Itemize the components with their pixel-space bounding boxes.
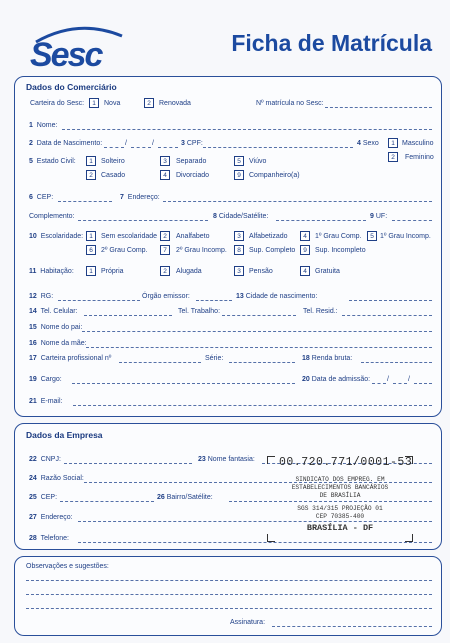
esc-4-label: 1º Grau Comp.	[315, 233, 362, 240]
stamp-line5: CEP 70385-400	[315, 513, 365, 520]
checkbox-esc-8[interactable]: 8	[234, 245, 244, 255]
cargo-field[interactable]	[72, 383, 295, 384]
uf-field[interactable]	[392, 220, 432, 221]
hab-4-label: Gratuita	[315, 268, 340, 275]
cpf-field[interactable]	[203, 147, 353, 148]
uf-label: UF:	[375, 213, 388, 220]
tel-trabalho-label: Tel. Trabalho:	[178, 308, 221, 315]
stamp-line4: SGS 314/315 PROJEÇÃO 01	[297, 505, 383, 512]
comerciario-section	[14, 76, 442, 417]
complemento-field[interactable]	[78, 220, 208, 221]
separado-label: Separado	[176, 158, 207, 165]
complemento-label: Complemento:	[29, 213, 75, 220]
observacoes-line-3[interactable]	[26, 608, 432, 609]
stamp-line2: ESTABELECIMENTOS BANCÁRIOS	[291, 484, 389, 491]
empresa-cep-field[interactable]	[60, 501, 154, 502]
checkbox-hab-2[interactable]: 2	[160, 266, 170, 276]
cpf-label: CPF:	[186, 140, 203, 147]
cidade-field[interactable]	[276, 220, 366, 221]
checkbox-solteiro[interactable]: 1	[86, 156, 96, 166]
esc-1-label: Sem escolaridade	[101, 233, 158, 240]
checkbox-esc-2[interactable]: 2	[160, 231, 170, 241]
checkbox-esc-7[interactable]: 7	[160, 245, 170, 255]
mae-label: Nome da mãe:	[40, 340, 87, 347]
checkbox-esc-5[interactable]: 5	[367, 231, 377, 241]
page-title: Ficha de Matrícula	[231, 30, 432, 56]
checkbox-esc-9[interactable]: 9	[300, 245, 310, 255]
admissao-year-field[interactable]	[414, 383, 432, 384]
assinatura-label: Assinatura:	[230, 619, 266, 626]
rg-label: RG:	[40, 293, 54, 300]
checkbox-renovada[interactable]: 2	[144, 98, 154, 108]
cidade-nasc-label: Cidade de nascimento:	[245, 293, 318, 300]
admissao-label: Data de admissão:	[311, 376, 371, 383]
carteira-prof-field[interactable]	[119, 362, 201, 363]
esc-2-label: Analfabeto	[176, 233, 210, 240]
cnpj-label: CNPJ:	[40, 456, 61, 463]
esc-7-label: 2º Grau Incomp.	[176, 247, 227, 254]
observacoes-line-1[interactable]	[26, 580, 432, 581]
nome-label: Nome:	[36, 122, 58, 129]
renda-label: Renda bruta:	[311, 355, 353, 362]
cargo-label: Cargo:	[40, 376, 62, 383]
cidade-nasc-field[interactable]	[349, 300, 432, 301]
orgao-label: Órgão emissor:	[142, 293, 190, 300]
tel-resid-label: Tel. Resid.:	[303, 308, 338, 315]
esc-3-label: Alfabetizado	[249, 233, 288, 240]
empresa-title: Dados da Empresa	[26, 430, 103, 440]
renda-field[interactable]	[361, 362, 432, 363]
company-stamp	[265, 454, 415, 544]
email-label: E-mail:	[40, 398, 63, 405]
checkbox-hab-1[interactable]: 1	[86, 266, 96, 276]
stamp-line3: DE BRASÍLIA	[319, 492, 361, 499]
empresa-telefone-label: Telefone:	[40, 535, 69, 542]
mae-field[interactable]	[86, 347, 432, 348]
tel-celular-field[interactable]	[84, 315, 172, 316]
serie-label: Série:	[205, 355, 224, 362]
esc-6-label: 2º Grau Comp.	[101, 247, 148, 254]
checkbox-feminino[interactable]: 2	[388, 152, 398, 162]
esc-5-label: 1º Grau Incomp.	[380, 233, 431, 240]
endereco-field[interactable]	[163, 201, 432, 202]
escolaridade-label: Escolaridade:	[40, 233, 84, 240]
rg-field[interactable]	[58, 300, 140, 301]
checkbox-esc-3[interactable]: 3	[234, 231, 244, 241]
carteira-label: Carteira do Sesc:	[30, 100, 85, 107]
checkbox-esc-1[interactable]: 1	[86, 231, 96, 241]
hab-1-label: Própria	[101, 268, 124, 275]
observacoes-line-2[interactable]	[26, 594, 432, 595]
sesc-logo	[30, 22, 126, 72]
email-field[interactable]	[73, 405, 432, 406]
tel-resid-field[interactable]	[342, 315, 432, 316]
stamp-number: 00.720.771/0001-53	[279, 456, 413, 469]
checkbox-viuvo[interactable]: 5	[234, 156, 244, 166]
matricula-label: Nº matrícula no Sesc:	[256, 100, 324, 107]
orgao-field[interactable]	[196, 300, 232, 301]
checkbox-esc-6[interactable]: 6	[86, 245, 96, 255]
renovada-label: Renovada	[159, 100, 191, 107]
admissao-day-field[interactable]	[372, 383, 386, 384]
estado-civil-label: Estado Civil:	[36, 158, 76, 165]
solteiro-label: Solteiro	[101, 158, 125, 165]
checkbox-nova[interactable]: 1	[89, 98, 99, 108]
hab-3-label: Pensão	[249, 268, 273, 275]
companheiro-label: Companheiro(a)	[249, 172, 300, 179]
endereco-label: Endereço:	[127, 194, 160, 201]
nascimento-label: Data de Nascimento:	[36, 140, 103, 147]
admissao-month-field[interactable]	[393, 383, 407, 384]
serie-field[interactable]	[229, 362, 295, 363]
cidade-label: Cidade/Satélite:	[218, 213, 269, 220]
bairro-label: Bairro/Satélite:	[166, 494, 213, 501]
checkbox-masculino[interactable]: 1	[388, 138, 398, 148]
comerciario-title: Dados do Comerciário	[26, 82, 117, 92]
habitacao-label: Habitação:	[40, 268, 74, 275]
feminino-label: Feminino	[405, 154, 434, 161]
checkbox-esc-4[interactable]: 4	[300, 231, 310, 241]
cep-field[interactable]	[58, 201, 112, 202]
checkbox-casado[interactable]: 2	[86, 170, 96, 180]
viuvo-label: Viúvo	[249, 158, 267, 165]
tel-celular-label: Tel. Celular:	[40, 308, 78, 315]
carteira-prof-label: Carteira profissional nº	[40, 355, 112, 362]
form-sheet: Sesc Ficha de Matrícula Dados do Comerciário Carteira do Sesc: 1 Nova 2 Renovada Nº matrícula no Sesc: 1 Nome: 2 Data de Nascimento: / / 3 CPF: 4 Sexo 1 Masculino 2 Feminino 5 Estado Civil: 1 Solteiro 3 Separado 5 Viúvo 2 Casado 4 Divorciado 9 Companheiro(a) 6 CEP: 7 Endereço: Complemento: 8 Cidade/Satélite: 9 UF: 10 Escolaridade: 1 Sem escolaridade 2 Analfabeto 3 Alfabetizado 4 1º Grau Comp. 5 1º Grau Incomp. 6 2º Grau Comp. 7 2º Grau Incomp. 8 Sup. Completo 9 Sup. Incompleto 11 Habitação: 1 Própria 2 Alugada 3 Pensão 4 Gratuita 12 RG: Órgão emissor: 13 Cidade de nascimento: 14 Tel. Celular: Tel. Trabalho: Tel. Resid.: 15 Nome do pai: 16 Nome da mãe: 17 Carteira profissional nº Série: 18 Renda bruta: 19 Cargo: 20 Data de admissão: / / 21 E-mail: Dados da Empresa 22 CNPJ: 23 Nome fantasia: 24 Razão Social: 25 CEP: 26 Bairro/Satélite: 27 Endereço: 28 Telefone: 00.720.771/0001-53 SINDICATO DOS EMPREG. EM ESTABELECIMENTOS BANCÁRIOS DE BRASÍLIA SGS 314/315 PROJEÇÃO 01 CEP 70385-400 BRASÍLIA - DF Observações e sugestões: Assinatura:	[0, 0, 450, 643]
empresa-cep-label: CEP:	[40, 494, 58, 501]
nascimento-month-field[interactable]	[131, 147, 151, 148]
tel-trabalho-field[interactable]	[222, 315, 296, 316]
cep-label: CEP:	[36, 194, 54, 201]
assinatura-field[interactable]	[272, 626, 432, 627]
esc-9-label: Sup. Incompleto	[315, 247, 366, 254]
checkbox-hab-3[interactable]: 3	[234, 266, 244, 276]
pai-field[interactable]	[82, 331, 432, 332]
esc-8-label: Sup. Completo	[249, 247, 296, 254]
cnpj-field[interactable]	[64, 463, 192, 464]
hab-2-label: Alugada	[176, 268, 202, 275]
razao-label: Razão Social:	[40, 475, 84, 482]
checkbox-separado[interactable]: 3	[160, 156, 170, 166]
nascimento-day-field[interactable]	[104, 147, 124, 148]
matricula-field[interactable]	[325, 107, 432, 108]
sexo-label: Sexo	[362, 140, 379, 147]
checkbox-companheiro[interactable]: 9	[234, 170, 244, 180]
divorciado-label: Divorciado	[176, 172, 210, 179]
checkbox-hab-4[interactable]: 4	[300, 266, 310, 276]
casado-label: Casado	[101, 172, 126, 179]
nascimento-year-field[interactable]	[158, 147, 178, 148]
masculino-label: Masculino	[402, 140, 434, 147]
empresa-endereco-label: Endereço:	[40, 514, 73, 521]
logo-text: Sesc	[30, 36, 102, 74]
pai-label: Nome do pai:	[40, 324, 83, 331]
fantasia-label: Nome fantasia:	[207, 456, 255, 463]
nome-field[interactable]	[62, 129, 432, 130]
stamp-line6: BRASÍLIA - DF	[306, 523, 374, 533]
checkbox-divorciado[interactable]: 4	[160, 170, 170, 180]
stamp-line1: SINDICATO DOS EMPREG. EM	[295, 476, 385, 483]
observacoes-label: Observações e sugestões:	[26, 563, 109, 570]
nova-label: Nova	[104, 100, 121, 107]
